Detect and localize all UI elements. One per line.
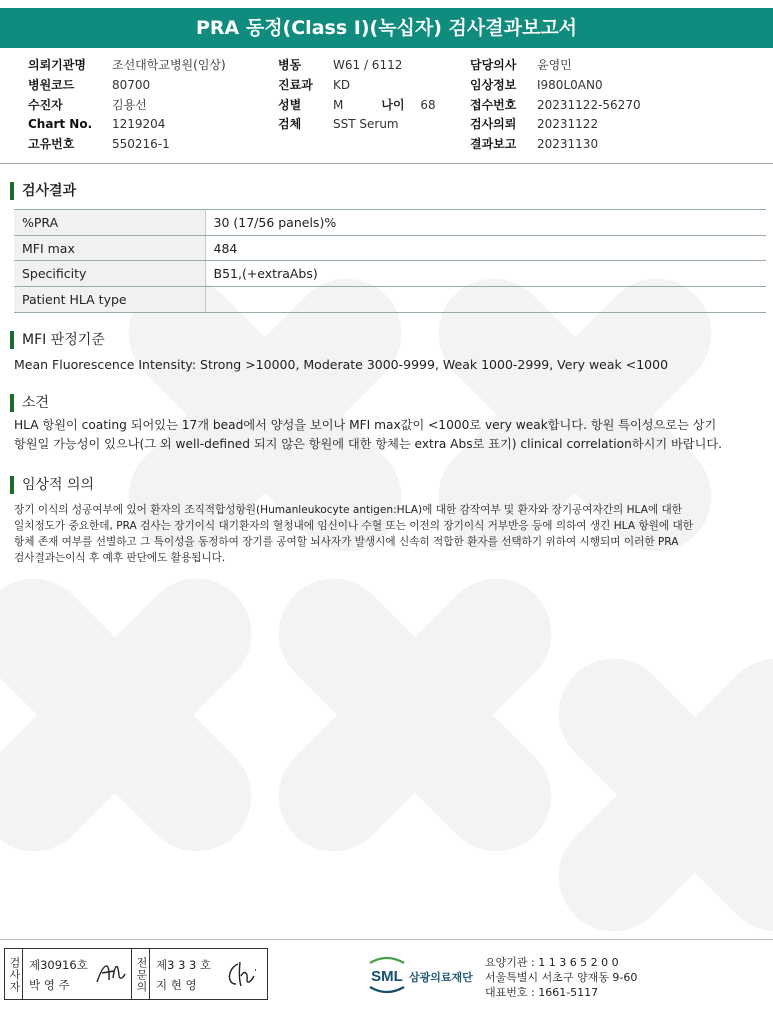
info-label: 결과보고 (470, 137, 517, 152)
info-label: 병동 (278, 58, 302, 72)
info-row (28, 96, 226, 116)
results-table (14, 209, 766, 313)
info-label: Chart No. (28, 117, 93, 132)
specialist-role-label: 전문의 (132, 949, 150, 999)
info-row (28, 76, 226, 96)
info-label: 검사의뢰 (470, 117, 517, 132)
info-value: 20231122 (537, 117, 599, 132)
clinical-section-title: 임상적 의의 (10, 476, 94, 494)
contact-line: 대표번호 : 1661-5117 (485, 986, 599, 999)
clinical-line: 일치정도가 중요한데, PRA 검사는 장기이식 대기환자의 혈청내에 임신이나 수혈 또는 이전의 장기이식 거부반응 등에 의하여 생긴 HLA 항원에 대한 (14, 520, 693, 532)
specialist-license: 제3 3 3 호 (156, 958, 212, 972)
table-row (14, 261, 766, 287)
age-label: 나이 (381, 97, 405, 112)
info-label: 진료과 (278, 77, 313, 92)
info-label: 접수번호 (470, 97, 517, 112)
info-value: 윤영민 (537, 58, 572, 72)
footer-divider (0, 939, 773, 940)
opinion-text (14, 416, 722, 454)
mfi-criteria-text: Mean Fluorescence Intensity: Strong >10000, Moderate 3000-9999, Weak 1000-2999, Very weak <1000 (14, 357, 669, 372)
info-row (470, 115, 641, 135)
info-value: W61 / 6112 (333, 58, 403, 72)
info-value: 김용선 (112, 97, 147, 112)
report-title: PRA 동정(Class I)(녹십자) 검사결과보고서 (0, 8, 773, 48)
info-value: 조선대학교병원(임상) (112, 58, 226, 72)
info-row (470, 76, 641, 96)
tester-signature (94, 958, 130, 988)
opinion-line: HLA 항원이 coating 되어있는 17개 bead에서 양성을 보이나 MFI max값이 <1000로 very weak합니다. 항원 특이성으로는 상기 (14, 418, 717, 432)
result-label: %PRA (14, 210, 205, 236)
result-value: B51,(+extraAbs) (205, 261, 766, 287)
patient-info-col1 (28, 56, 226, 155)
opinion-section-title: 소견 (10, 394, 49, 412)
info-label: 고유번호 (28, 137, 75, 152)
clinical-line: 장기 이식의 성공여부에 있어 환자의 조직적합성항원(Humanleukocyte antigen:HLA)에 대한 감작여부 및 환자와 장기공여자간의 HLA에 대한 (14, 504, 683, 516)
info-value: M (333, 97, 344, 112)
age-value: 68 (420, 97, 436, 112)
info-label: 담당의사 (470, 58, 517, 72)
patient-info-col3 (470, 56, 641, 155)
info-value: 20231130 (537, 137, 599, 152)
logo-text: SML (371, 968, 403, 985)
specialist-name: 지 현 영 (156, 978, 197, 992)
tester-role-label: 검사자 (5, 949, 23, 999)
result-value: 30 (17/56 panels)% (205, 210, 766, 236)
header-divider (0, 163, 773, 164)
contact-line: 요양기관 : 1 1 3 6 5 2 0 0 (485, 956, 619, 969)
result-label: MFI max (14, 235, 205, 261)
info-row (470, 135, 641, 155)
specialist-signature (224, 958, 262, 990)
info-row (278, 76, 436, 96)
contact-line: 서울특별시 서초구 양재동 9-60 (485, 971, 638, 984)
info-label: 성별 (278, 97, 302, 112)
info-label: 검체 (278, 117, 302, 132)
mfi-section-title: MFI 판정기준 (10, 331, 105, 349)
patient-info-col2 (278, 56, 436, 135)
info-row (28, 115, 226, 135)
info-row (28, 135, 226, 155)
info-value: 1219204 (112, 117, 166, 132)
clinical-line: 검사결과는이식 후 예후 판단에도 활용됩니다. (14, 552, 226, 564)
info-value: 20231122-56270 (537, 97, 641, 112)
info-label: 수진자 (28, 97, 63, 112)
table-row (14, 235, 766, 261)
info-row (278, 115, 436, 135)
info-row (278, 96, 436, 116)
table-row (14, 287, 766, 313)
table-row (14, 210, 766, 236)
org-contact (485, 955, 637, 1000)
clinical-text (14, 502, 693, 566)
info-label: 임상정보 (470, 77, 517, 92)
info-label: 의뢰기관명 (28, 58, 86, 72)
result-label: Specificity (14, 261, 205, 287)
org-name: 삼광의료재단 (409, 971, 473, 984)
opinion-line: 항원일 가능성이 있으나(그 외 well-defined 되지 않은 항원에 대한 항체는 extra Abs로 표기) clinical correlation하시기 바랍니다. (14, 437, 722, 451)
clinical-line: 항체 존재 여부를 선별하고 그 특이성을 동정하여 장기를 공여할 뇌사자가 발생시에 신속히 적합한 환자를 선택하기 위하여 시행되며 이러한 PRA (14, 536, 679, 548)
info-row (470, 56, 641, 76)
info-row (278, 56, 436, 76)
result-value (205, 287, 766, 313)
info-row (28, 56, 226, 76)
sml-logo-icon (366, 955, 408, 995)
tester-license: 제30916호 (29, 958, 88, 972)
info-row (470, 96, 641, 116)
info-value: 550216-1 (112, 137, 170, 152)
info-label: 병원코드 (28, 77, 75, 92)
info-value: KD (333, 77, 351, 92)
result-label: Patient HLA type (14, 287, 205, 313)
info-value: 80700 (112, 77, 151, 92)
result-value: 484 (205, 235, 766, 261)
tester-name: 박 영 주 (29, 978, 70, 992)
results-section-title: 검사결과 (10, 182, 76, 200)
info-value: SST Serum (333, 117, 399, 132)
info-value: I980L0AN0 (537, 77, 603, 92)
